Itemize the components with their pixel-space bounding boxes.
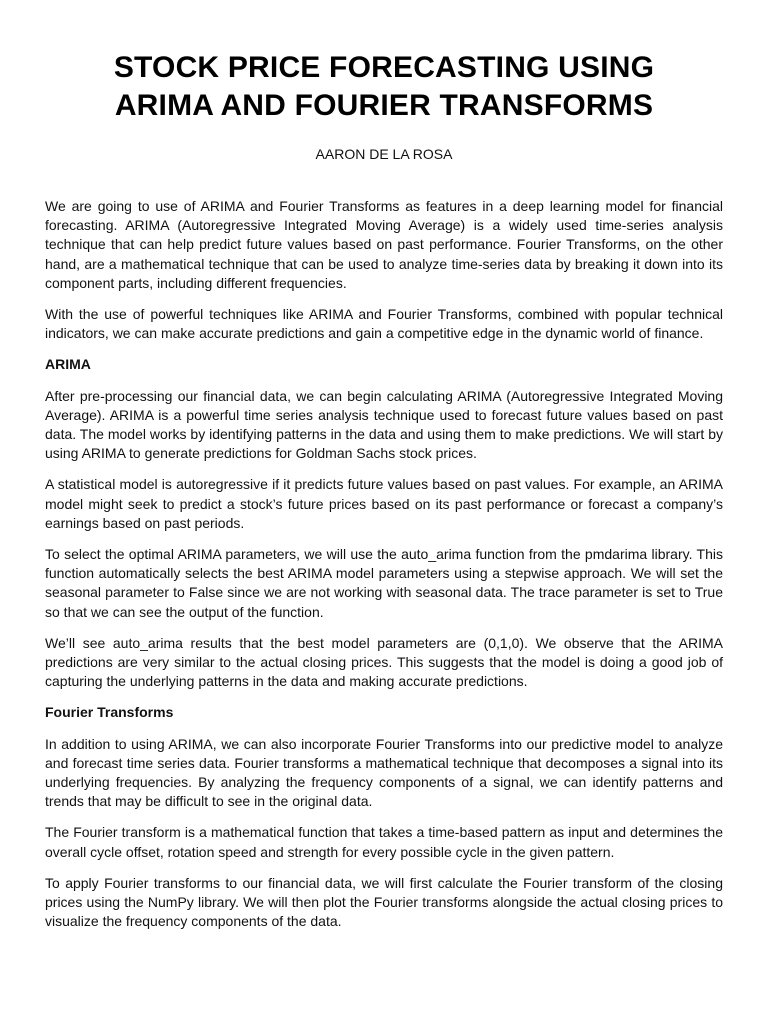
arima-paragraph-4: We’ll see auto_arima results that the best model parameters are (0,1,0). We observe that the ARIMA predictions are very similar to the actual closing prices. This suggests that the model is doing a good job of capturing the underlying patterns in the data and making accurate predictions. [45,634,723,690]
title-line-2: ARIMA AND FOURIER TRANSFORMS [114,89,654,122]
arima-heading: ARIMA [45,356,91,373]
intro-paragraph-2: With the use of powerful techniques like ARIMA and Fourier Transforms, combined with popular technical indicators, we can make accurate predictions and gain a competitive edge in the dynamic world of finance. [45,306,723,342]
page-title [45,0,723,125]
fourier-paragraph-2: The Fourier transform is a mathematical function that takes a time-based pattern as input and determines the overall cycle offset, rotation speed and strength for every possible cycle in the given pattern. [45,824,723,860]
arima-paragraph-3: To select the optimal ARIMA parameters, we will use the auto_arima function from the pmdarima library. This function automatically selects the best ARIMA model parameters using a stepwise approach. We will set the seasonal parameter to False since we are not working with seasonal data. The trace parameter is set to True so that we can see the output of the function. [45,546,723,620]
author-name: AARON DE LA ROSA [315,146,453,162]
document-body [45,197,723,932]
fourier-paragraph-1: In addition to using ARIMA, we can also incorporate Fourier Transforms into our predictive model to analyze and forecast time series data. Fourier transforms a mathematical technique that decomposes a signal into its underlying frequencies. By analyzing the frequency components of a signal, we can identify patterns and trends that may be difficult to see in the original data. [45,735,723,810]
arima-paragraph-1: After pre-processing our financial data, we can begin calculating ARIMA (Autoregressive Integrated Moving Average). ARIMA is a powerful time series analysis technique used to forecast future values based on past data. The model works by identifying patterns in the data and using them to make predictions. We will start by using ARIMA to generate predictions for Goldman Sachs stock prices. [45,387,723,462]
fourier-paragraph-3: To apply Fourier transforms to our financial data, we will first calculate the Fourier transform of the closing prices using the NumPy library. We will then plot the Fourier transforms alongside the actual closing prices to visualize the frequency components of the data. [45,874,723,930]
fourier-heading: Fourier Transforms [45,704,174,721]
intro-paragraph-1: We are going to use of ARIMA and Fourier Transforms as features in a deep learning model for financial forecasting. ARIMA (Autoregressive Integrated Moving Average) is a widely used time-series analysis technique that can help predict future values based on past performance. Fourier Transforms, on the other hand, are a mathematical technique that can be used to analyze time-series data by breaking it down into its component parts, including different frequencies. [45,198,723,291]
arima-paragraph-2: A statistical model is autoregressive if it predicts future values based on past values. For example, an ARIMA model might seek to predict a stock’s future prices based on its past performance or forecast a company’s earnings based on past periods. [45,476,723,531]
title-line-1: STOCK PRICE FORECASTING USING [113,51,655,84]
